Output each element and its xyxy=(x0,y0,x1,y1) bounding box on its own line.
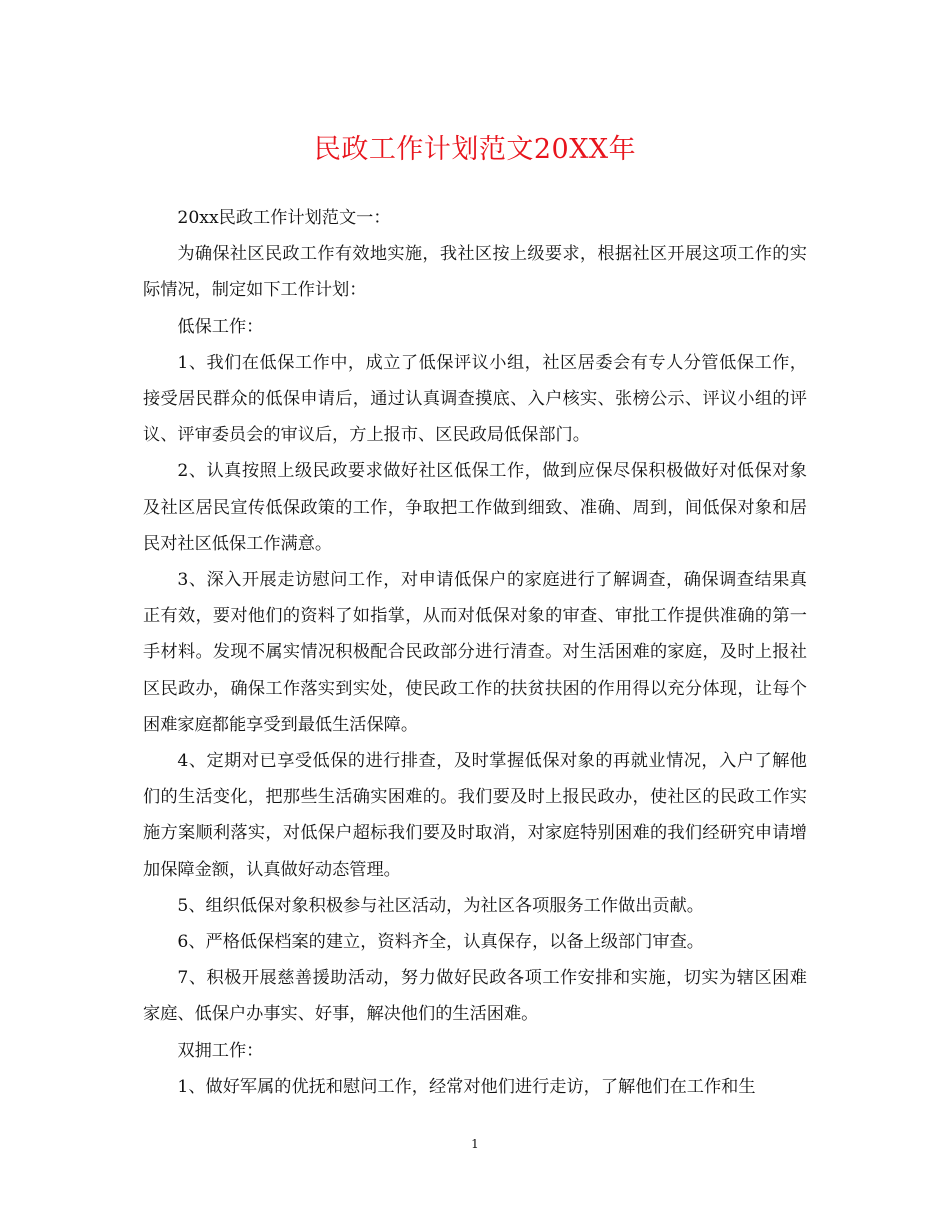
paragraph: 3、深入开展走访慰问工作，对申请低保户的家庭进行了解调查，确保调查结果真正有效，要对他们的资料了如指掌，从而对低保对象的审查、审批工作提供准确的第一手材料。发现不属实情况积极配合民政部分进行清查。对生活困难的家庭，及时上报社区民政办，确保工作落实到实处，使民政工作的扶贫扶困的作用得以充分体现，让每个困难家庭都能享受到最低生活保障。 xyxy=(143,570,807,735)
paragraph: 6、严格低保档案的建立，资料齐全，认真保存，以备上级部门审查。 xyxy=(177,932,704,953)
paragraph: 5、组织低保对象积极参与社区活动，为社区各项服务工作做出贡献。 xyxy=(177,895,704,916)
paragraph: 1、我们在低保工作中，成立了低保评议小组，社区居委会有专人分管低保工作，接受居民群众的低保申请后，通过认真调查摸底、入户核实、张榜公示、评议小组的评议、评审委员会的审议后，方上报市、区民政局低保部门。 xyxy=(143,352,807,446)
paragraph: 4、定期对已享受低保的进行排查，及时掌握低保对象的再就业情况，入户了解他们的生活变化，把那些生活确实困难的。我们要及时上报民政办，使社区的民政工作实施方案顺利落实，对低保户超标我们要及时取消，对家庭特别困难的我们经研究申请增加保障金额，认真做好动态管理。 xyxy=(143,751,807,880)
document-body xyxy=(143,200,807,1105)
paragraph: 20xx民政工作计划范文一： xyxy=(177,208,391,228)
paragraph: 2、认真按照上级民政要求做好社区低保工作，做到应保尽保积极做好对低保对象及社区居民宣传低保政策的工作，争取把工作做到细致、准确、周到，间低保对象和居民对社区低保工作满意。 xyxy=(143,461,807,554)
paragraph: 为确保社区民政工作有效地实施，我社区按上级要求，根据社区开展这项工作的实际情况，制定如下工作计划： xyxy=(143,244,807,301)
section-heading: 双拥工作： xyxy=(177,1040,264,1061)
paragraph: 7、积极开展慈善援助活动，努力做好民政各项工作安排和实施，切实为辖区困难家庭、低保户办事实、好事，解决他们的生活困难。 xyxy=(143,968,807,1025)
page-number: 1 xyxy=(471,1137,479,1151)
paragraph: 1、做好军属的优抚和慰问工作，经常对他们进行走访，了解他们在工作和生 xyxy=(177,1076,756,1097)
section-heading: 低保工作： xyxy=(177,316,264,337)
document-title: 民政工作计划范文20XX年 xyxy=(313,134,637,165)
